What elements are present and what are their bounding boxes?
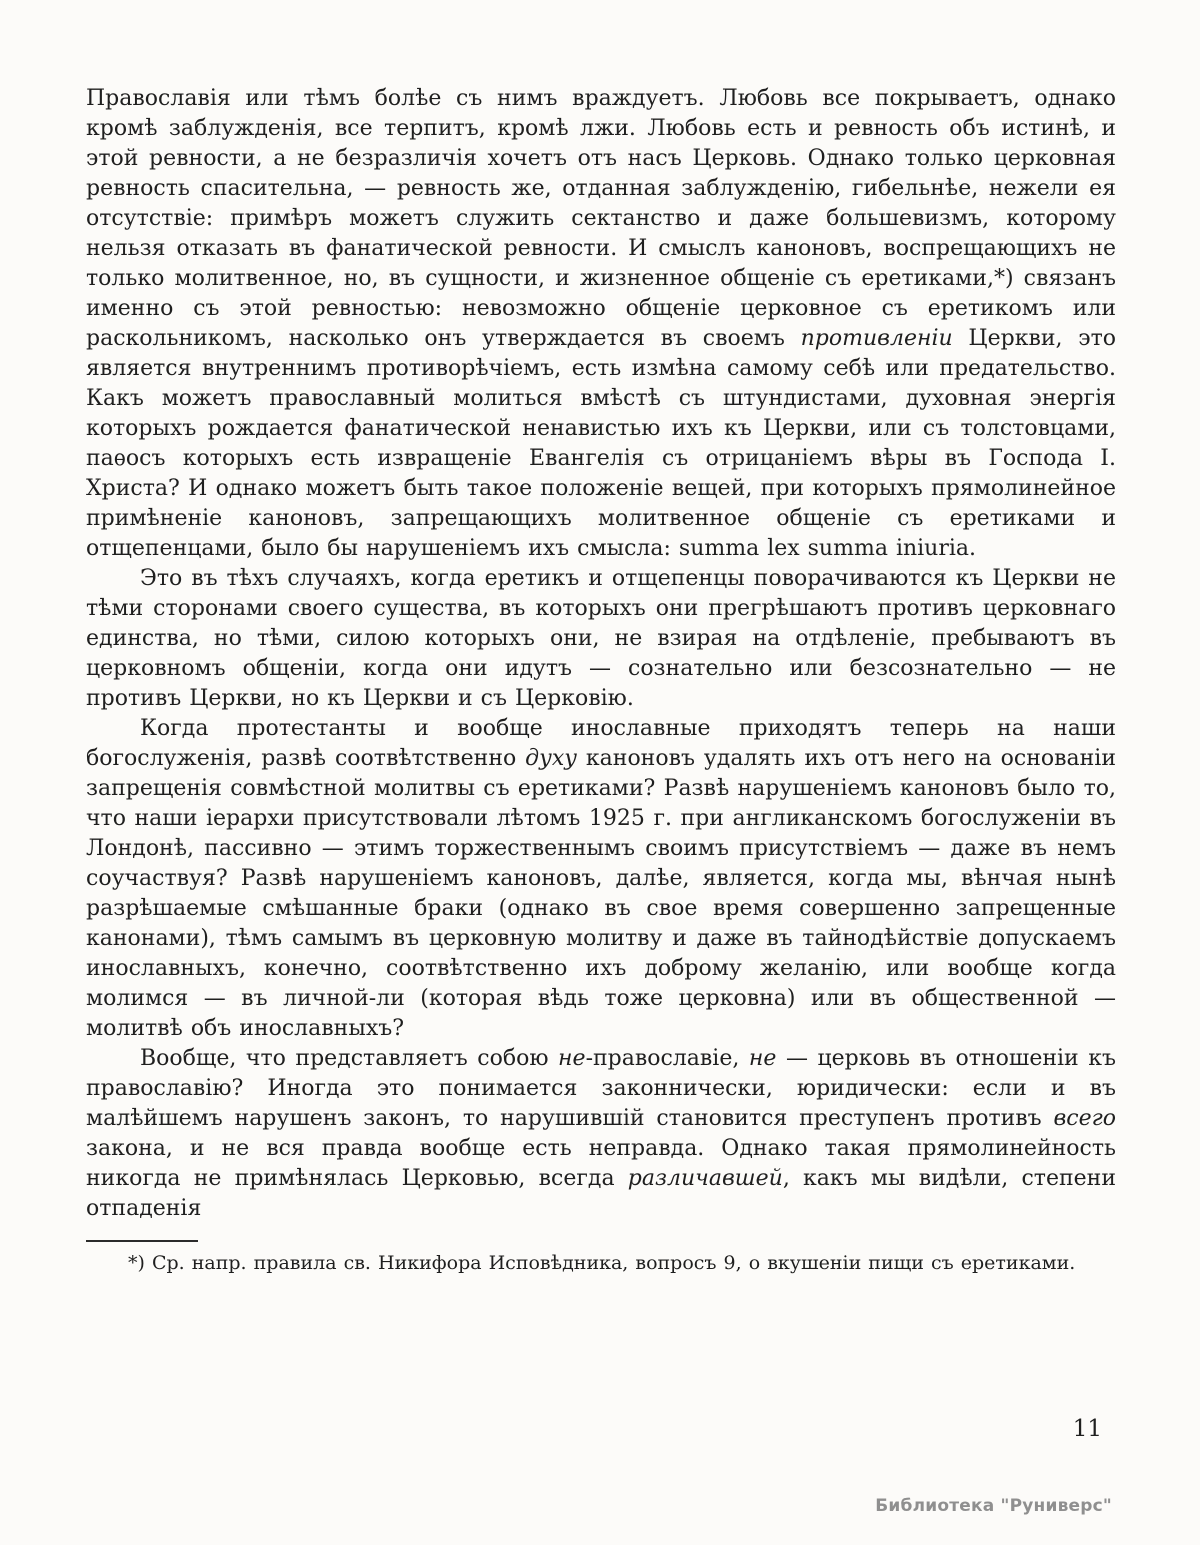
paragraph-3 xyxy=(86,714,1116,1044)
italic-text-run: не xyxy=(748,1046,777,1071)
italic-text-run: не xyxy=(558,1046,586,1071)
text-block xyxy=(86,84,1116,1276)
text-run: каноновъ удалять ихъ отъ него на основаніи запрещенія совмѣстной молитвы съ еретиками? Развѣ нарушеніемъ каноновъ было то, что наши іерархи присутствовали лѣтомъ 1925 г. при англиканскомъ богослуженіи въ Лондонѣ, пассивно — этимъ торжественнымъ своимъ присутствіемъ — даже въ немъ соучаствуя? Развѣ нарушеніемъ каноновъ, далѣе, является, когда мы, вѣнчая нынѣ разрѣшаемые смѣшанные браки (однако въ свое время совершенно запрещенные канонами), тѣмъ самымъ въ церковную молитву и даже въ тайнодѣйствіе допускаемъ инославныхъ, конечно, соотвѣтственно ихъ доброму желанію, или вообще когда молимся — въ личной-ли (которая вѣдь тоже церковна) или въ общественной — молитвѣ объ инославныхъ? xyxy=(86,746,1116,1041)
watermark: Библиотека "Руниверс" xyxy=(875,1496,1112,1516)
italic-text-run: всего xyxy=(1053,1106,1116,1131)
italic-text-run: духу xyxy=(525,746,578,771)
paragraph-2 xyxy=(86,564,1116,714)
text-run: Православія или тѣмъ болѣе съ нимъ враждуетъ. Любовь все покрываетъ, однако кромѣ заблужденія, все терпитъ, кромѣ лжи. Любовь есть и ревность объ истинѣ, и этой ревности, а не безразличія хочетъ отъ насъ Церковь. Однако только церковная ревность спасительна, — ревность же, отданная заблужденію, гибельнѣе, нежели ея отсутствіе: примѣръ можетъ служить сектанство и даже большевизмъ, которому нельзя отказать въ фанатической ревности. И смыслъ каноновъ, воспрещающихъ не только молитвенное, но, въ сущности, и жизненное общеніе съ еретиками,*) связанъ именно съ этой ревностью: невозможно общеніе церковное съ еретикомъ или раскольникомъ, насколько онъ утверждается въ своемъ xyxy=(86,86,1116,351)
italic-text-run: противленіи xyxy=(800,326,953,351)
paragraph-1 xyxy=(86,84,1116,564)
italic-text-run: различавшей xyxy=(627,1166,783,1191)
text-run: Когда протестанты и вообще инославные приходятъ теперь на наши богослуженія, развѣ соотвѣтственно xyxy=(86,716,1116,771)
text-run: Это въ тѣхъ случаяхъ, когда еретикъ и отщепенцы поворачиваются къ Церкви не тѣми сторонами своего существа, въ которыхъ они прегрѣшаютъ противъ церковнаго единства, но тѣми, силою которыхъ они, не взирая на отдѣленіе, пребываютъ въ церковномъ общеніи, когда они идутъ — сознательно или безсознательно — не противъ Церкви, но къ Церкви и съ Церковію. xyxy=(86,566,1116,711)
text-run: закона, и не вся правда вообще есть неправда. Однако такая прямолинейность никогда не примѣнялась Церковью, всегда xyxy=(86,1136,1116,1191)
page-number: 11 xyxy=(1072,1416,1102,1442)
text-run: -православіе, xyxy=(585,1046,749,1071)
text-run: *) Ср. напр. правила св. Никифора Исповѣдника, вопросъ 9, о вкушеніи пищи съ еретиками. xyxy=(128,1252,1076,1274)
text-run: , какъ мы видѣли, степени отпаденія xyxy=(86,1166,1116,1221)
footnote xyxy=(86,1250,1116,1276)
footnote-separator xyxy=(86,1240,198,1242)
paragraphs xyxy=(86,84,1116,1224)
text-run: — церковь въ отношеніи къ православію? Иногда это понимается законнически, юридически: если и въ малѣйшемъ нарушенъ законъ, то нарушившій становится преступенъ противъ xyxy=(86,1046,1116,1131)
text-run: Вообще, что представляетъ собою xyxy=(140,1046,559,1071)
paragraph-4 xyxy=(86,1044,1116,1224)
text-run: Церкви, это является внутреннимъ противорѣчіемъ, есть измѣна самому себѣ или предательство. Какъ можетъ православный молиться вмѣстѣ съ штундистами, духовная энергія которыхъ рождается фанатической ненавистью ихъ къ Церкви, или съ толстовцами, паѳосъ которыхъ есть извращеніе Евангелія съ отрицаніемъ вѣры въ Господа І. Христа? И однако можетъ быть такое положеніе вещей, при которыхъ прямолинейное примѣненіе каноновъ, запрещающихъ молитвенное общеніе съ еретиками и отщепенцами, было бы нарушеніемъ ихъ смысла: summa lex summa iniuria. xyxy=(86,326,1116,561)
